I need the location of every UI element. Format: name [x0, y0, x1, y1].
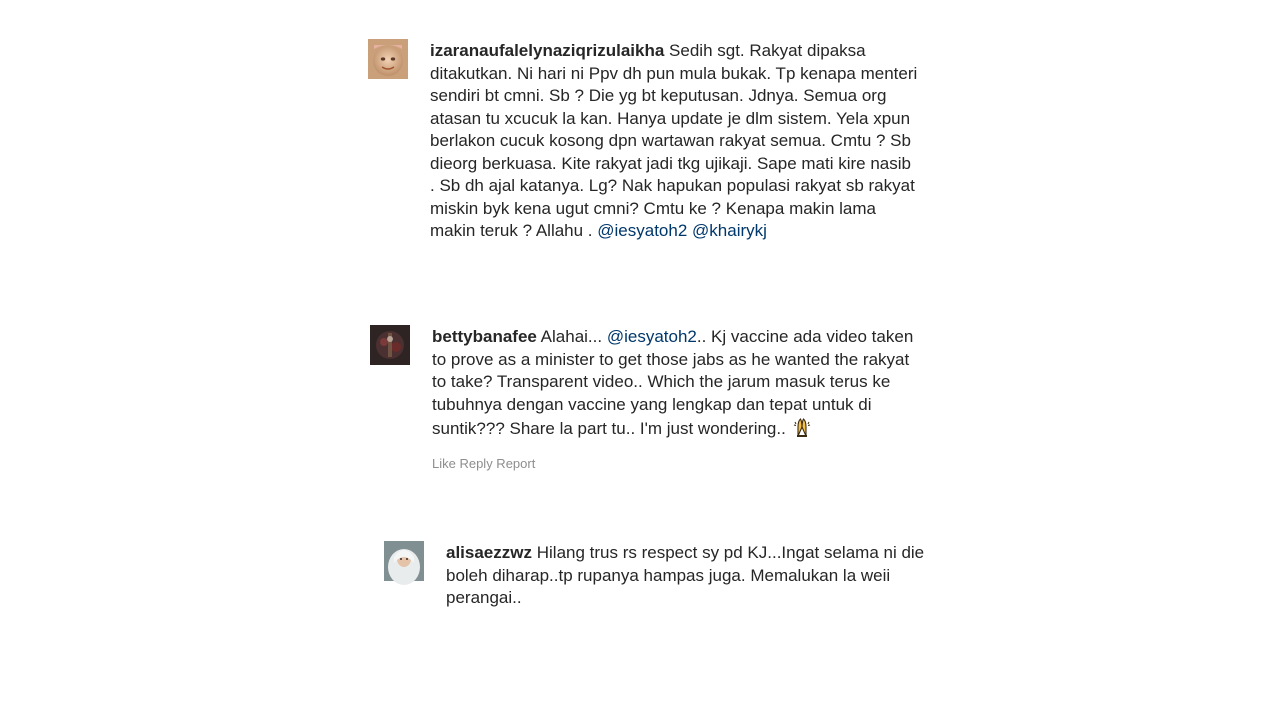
- comment-item: [368, 39, 920, 243]
- comment-item: [384, 541, 936, 610]
- comment-item: [370, 325, 922, 441]
- comment-username[interactable]: bettybanafee: [432, 327, 537, 346]
- avatar-dark-icon: [370, 325, 410, 365]
- comment-username[interactable]: alisaezzwz: [446, 543, 532, 562]
- comment-content: Alahai...: [540, 327, 607, 346]
- avatar-hijab-icon: [384, 541, 424, 581]
- comment-text: [446, 542, 936, 610]
- mention-link[interactable]: @iesyatoh2: [597, 221, 688, 240]
- mention-link[interactable]: @iesyatoh2: [606, 327, 697, 346]
- avatar[interactable]: [384, 541, 424, 581]
- comment-content: Sedih sgt. Rakyat dipaksa ditakutkan. Ni hari ni Ppv dh pun mula bukak. Tp kenapa menteri sendiri bt cmni. Sb ? Die yg bt keputusan. Jdnya. Semua org atasan tu xcucuk la kan. Hanya update je dlm sistem. Yela xpun berlakon cucuk kosong dpn wartawan rakyat semua. Cmtu ? Sb dieorg berkuasa. Kite rakyat jadi tkg ujikaji. Sape mati kire nasib . Sb dh ajal katanya. Lg? Nak hapukan populasi rakyat sb rakyat miskin byk kena ugut cmni? Cmtu ke ? Kenapa makin lama makin teruk ? Allahu .: [430, 41, 918, 240]
- avatar[interactable]: [368, 39, 408, 79]
- comment-content: Hilang trus rs respect sy pd KJ...Ingat selama ni die boleh diharap..tp rupanya hampas juga. Memalukan la weii perangai..: [446, 543, 925, 607]
- comment-meta: [432, 456, 632, 471]
- comment-content: .. Kj vaccine ada video taken to prove as a minister to get those jabs as he wanted the rakyat to take? Transparent video.. Which the jarum masuk terus ke tubuhnya dengan vaccine yang lengkap dan tepat untuk di suntik??? Share la part tu.. I'm just wondering..: [432, 327, 914, 438]
- mention-link[interactable]: @khairykj: [692, 221, 767, 240]
- avatar[interactable]: [370, 325, 410, 365]
- comment-username[interactable]: izaranaufalelynaziqrizulaikha: [430, 41, 665, 60]
- avatar-baby-icon: [368, 39, 408, 79]
- comment-text: [432, 326, 922, 441]
- praying-hands-emoji-icon: [791, 416, 813, 438]
- comment-text: [430, 40, 920, 243]
- comment-meta-text[interactable]: Like Reply Report: [432, 456, 536, 471]
